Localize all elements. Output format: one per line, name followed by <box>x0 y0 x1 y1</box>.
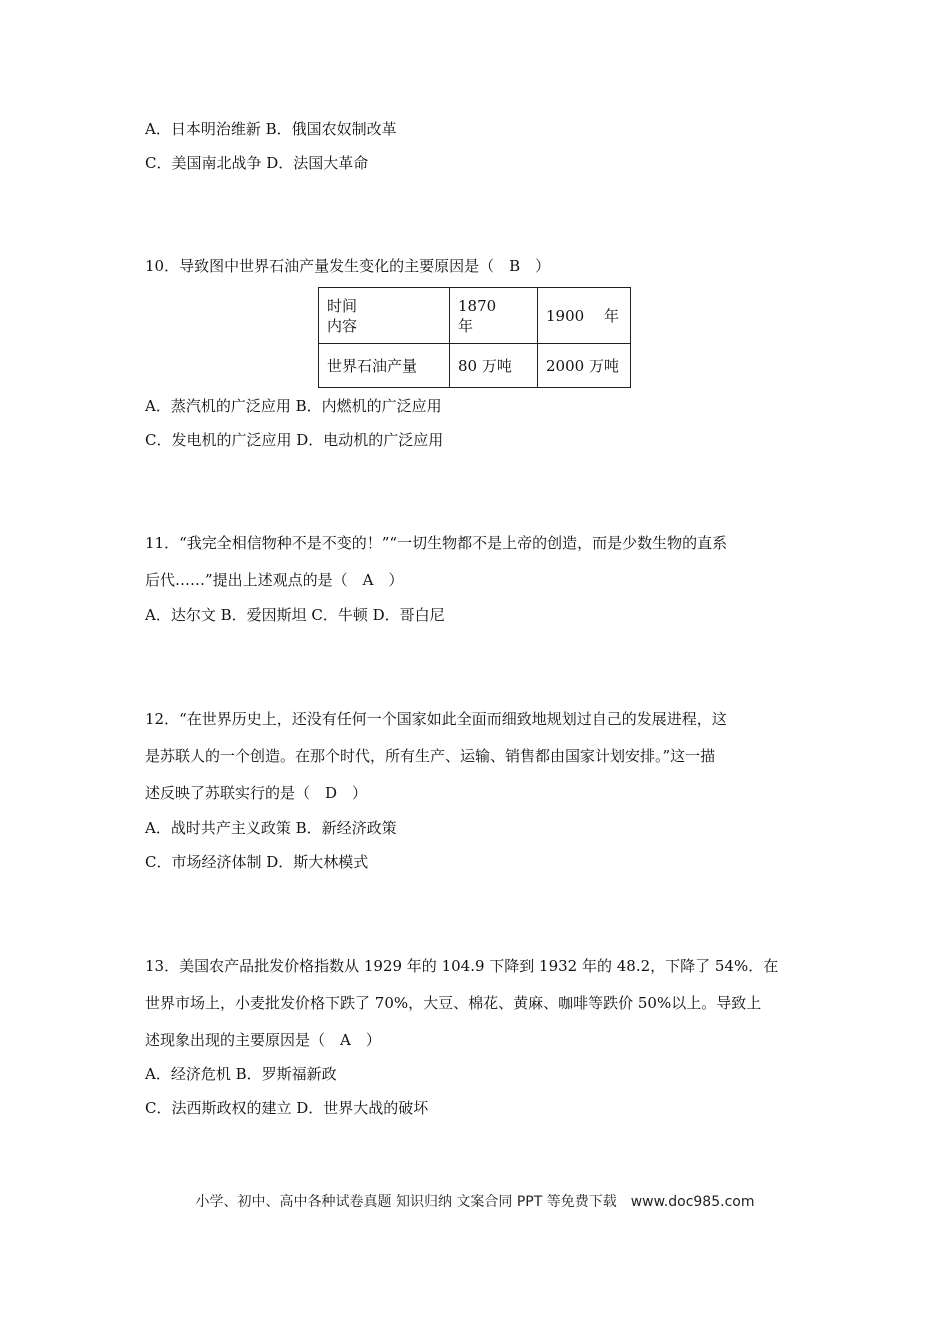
q11-stem-line2: 后代……”提出上述观点的是（ A ） <box>145 571 404 589</box>
table-row-label: 世界石油产量 <box>319 344 450 388</box>
q13-stem-line2: 世界市场上，小麦批发价格下跌了 70%，大豆、棉花、黄麻、咖啡等跌价 50%以上。导致上 <box>145 994 762 1012</box>
q12-options-cd: C．市场经济体制 D．斯大林模式 <box>145 853 369 871</box>
oil-production-table <box>318 287 631 388</box>
q13-options-ab: A．经济危机 B．罗斯福新政 <box>145 1065 337 1083</box>
table-header-row <box>319 288 631 344</box>
q11-options: A．达尔文 B．爱因斯坦 C．牛顿 D．哥白尼 <box>145 606 445 624</box>
q12-options-ab: A．战时共产主义政策 B．新经济政策 <box>145 819 397 837</box>
q13-stem-line3: 述现象出现的主要原因是（ A ） <box>145 1031 381 1049</box>
q10-stem: 10．导致图中世界石油产量发生变化的主要原因是（ B ） <box>145 257 551 275</box>
q12-stem-line1: 12．“在世界历史上，还没有任何一个国家如此全面而细致地规划过自己的发展进程，这 <box>145 710 727 728</box>
table-corner-cell <box>319 288 450 344</box>
q11-stem-line1: 11．“我完全相信物种不是不变的！”“一切生物都不是上帝的创造，而是少数生物的直系 <box>145 534 728 552</box>
table-value-1870: 80 万吨 <box>450 344 538 388</box>
page-footer: 小学、初中、高中各种试卷真题 知识归纳 文案合同 PPT 等免费下载 www.doc985.com <box>195 1194 755 1210</box>
table-corner-content: 内容 <box>327 316 358 335</box>
table-data-row <box>319 344 631 388</box>
table-col-1870: 1870 年 <box>450 288 538 344</box>
q9-options-cd: C．美国南北战争 D．法国大革命 <box>145 154 369 172</box>
q12-stem-line3: 述反映了苏联实行的是（ D ） <box>145 784 368 802</box>
q13-stem-line1: 13．美国农产品批发价格指数从 1929 年的 104.9 下降到 1932 年的 48.2，下降了 54%．在 <box>145 957 779 975</box>
q9-options-ab: A．日本明治维新 B．俄国农奴制改革 <box>145 120 397 138</box>
q13-options-cd: C．法西斯政权的建立 D．世界大战的破坏 <box>145 1099 429 1117</box>
q12-stem-line2: 是苏联人的一个创造。在那个时代，所有生产、运输、销售都由国家计划安排。”这一描 <box>145 747 716 765</box>
q10-options-ab: A．蒸汽机的广泛应用 B．内燃机的广泛应用 <box>145 397 442 415</box>
table-col-1900: 1900 年 <box>538 288 631 344</box>
q10-options-cd: C．发电机的广泛应用 D．电动机的广泛应用 <box>145 431 444 449</box>
table-value-1900: 2000 万吨 <box>538 344 631 388</box>
table-corner-time: 时间 <box>327 296 358 315</box>
